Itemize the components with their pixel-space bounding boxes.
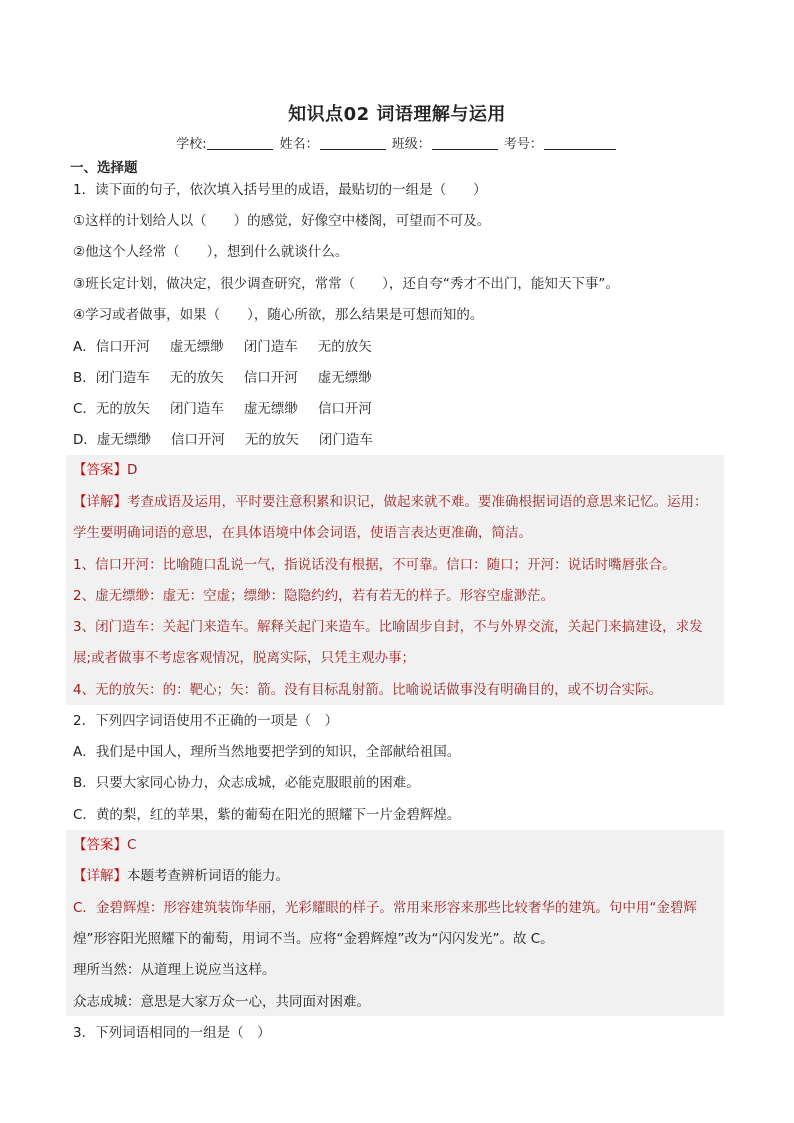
option-text: D．虚无缥缈: [73, 432, 151, 448]
id-label: 考号：: [503, 137, 543, 152]
option-text: 虚无缥缈: [317, 370, 372, 386]
id-blank[interactable]: [544, 137, 616, 150]
q1-sentence-2: ②他这个人经常（ ），想到什么就谈什么。: [73, 244, 349, 260]
option-text: B．闭门造车: [73, 370, 150, 386]
option-text: 闭门造车: [243, 339, 298, 355]
page-title: 知识点02 词语理解与运用: [288, 104, 506, 125]
option-text: 无的放矢: [317, 339, 372, 355]
option-text: 闭门造车: [318, 432, 373, 448]
detail-text: 本题考查辨析词语的能力。: [127, 868, 289, 884]
option-text: 信口开河: [243, 370, 298, 386]
q1-option-a: [73, 337, 392, 357]
q2-option-a: A．我们是中国人，理所当然地要把学到的知识，全部献给祖国。: [73, 744, 461, 760]
answer-tag: 【答案】: [73, 462, 127, 478]
q2-explain-1a: C．金碧辉煌：形容建筑装饰华丽，光彩耀眼的样子。常用来形容来那些比较奢华的建筑。句中用“金碧辉: [73, 900, 697, 916]
section-heading: 一、选择题: [70, 160, 138, 176]
q2-answer-box: [66, 830, 724, 1016]
student-info-line: [0, 133, 794, 152]
q1-sentence-3: ③班长定计划，做决定，很少调查研究，常常（ ），还自夸“秀才不出门，能知天下事”。: [73, 276, 619, 292]
name-blank[interactable]: [320, 137, 386, 150]
option-text: 信口开河: [170, 432, 225, 448]
q1-option-c: [73, 399, 392, 419]
q1-explain-2: 2、虚无缥缈：虚无：空虚；缥缈：隐隐约约，若有若无的样子。形容空虚渺茫。: [73, 588, 555, 604]
school-blank[interactable]: [207, 137, 273, 150]
option-text: C．无的放矢: [73, 401, 150, 417]
q2-answer: [73, 835, 136, 855]
answer-tag: 【答案】: [73, 837, 127, 853]
q2-explain-1b: 煌”形容阳光照耀下的葡萄，用词不当。应将“金碧辉煌”改为“闪闪发光”。故 C。: [73, 931, 554, 947]
q2-detail: [73, 866, 289, 886]
detail-text: 考查成语及运用，平时要注意积累和识记，做起来就不难。要准确根据词语的意思来记忆。运用：: [127, 494, 708, 510]
class-blank[interactable]: [432, 137, 498, 150]
answer-value: C: [127, 837, 137, 853]
school-label: 学校:: [176, 137, 207, 152]
q2-option-b: B．只要大家同心协力，众志成城，必能克服眼前的困难。: [73, 775, 420, 791]
option-text: 虚无缥缈: [169, 339, 224, 355]
name-label: 姓名：: [279, 137, 319, 152]
q1-option-d: [73, 430, 393, 450]
q1-detail-line-2: 学生要明确词语的意思，在具体语境中体会词语，使语言表达更准确，简洁。: [73, 525, 532, 541]
q2-option-c: C．黄的梨，红的苹果，紫的葡萄在阳光的照耀下一片金碧辉煌。: [73, 807, 461, 823]
q1-sentence-1: ①这样的计划给人以（ ）的感觉，好像空中楼阁，可望而不可及。: [73, 213, 491, 229]
answer-value: D: [127, 462, 138, 478]
q1-explain-3a: 3、闭门造车：关起门来造车。解释关起门来造车。比喻固步自封，不与外界交流，关起门来搞建设，求发: [73, 619, 703, 635]
option-text: 无的放矢: [244, 432, 299, 448]
q1-stem: 1．读下面的句子，依次填入括号里的成语，最贴切的一组是（ ）: [73, 182, 487, 198]
q1-explain-1: 1、信口开河：比喻随口乱说一气，指说话没有根据，不可靠。信口：随口；开河：说话时嘴唇张合。: [73, 557, 676, 573]
q2-explain-2: 理所当然：从道理上说应当这样。: [73, 962, 276, 978]
option-text: 无的放矢: [169, 370, 224, 386]
q1-detail-line-1: [73, 492, 708, 512]
q2-explain-3: 众志成城：意思是大家万众一心，共同面对困难。: [73, 994, 370, 1010]
option-text: 闭门造车: [169, 401, 224, 417]
q1-explain-3b: 展;或者做事不考虑客观情况，脱离实际，只凭主观办事；: [73, 650, 416, 666]
option-text: 虚无缥缈: [243, 401, 298, 417]
class-label: 班级：: [391, 137, 431, 152]
q2-stem: 2．下列四字词语使用不正确的一项是（ ）: [73, 713, 339, 729]
q1-answer: [73, 460, 137, 480]
option-text: 信口开河: [317, 401, 372, 417]
detail-tag: 【详解】: [73, 868, 127, 884]
q3-stem: 3．下列词语相同的一组是（ ）: [73, 1025, 271, 1041]
q1-option-b: [73, 368, 392, 388]
q1-sentence-4: ④学习或者做事，如果（ ），随心所欲，那么结果是可想而知的。: [73, 307, 484, 323]
option-text: A．信口开河: [73, 339, 150, 355]
q1-explain-4: 4、无的放矢：的：靶心；矢：箭。没有目标乱射箭。比喻说话做事没有明确目的，或不切合实际。: [73, 682, 663, 698]
detail-tag: 【详解】: [73, 494, 127, 510]
